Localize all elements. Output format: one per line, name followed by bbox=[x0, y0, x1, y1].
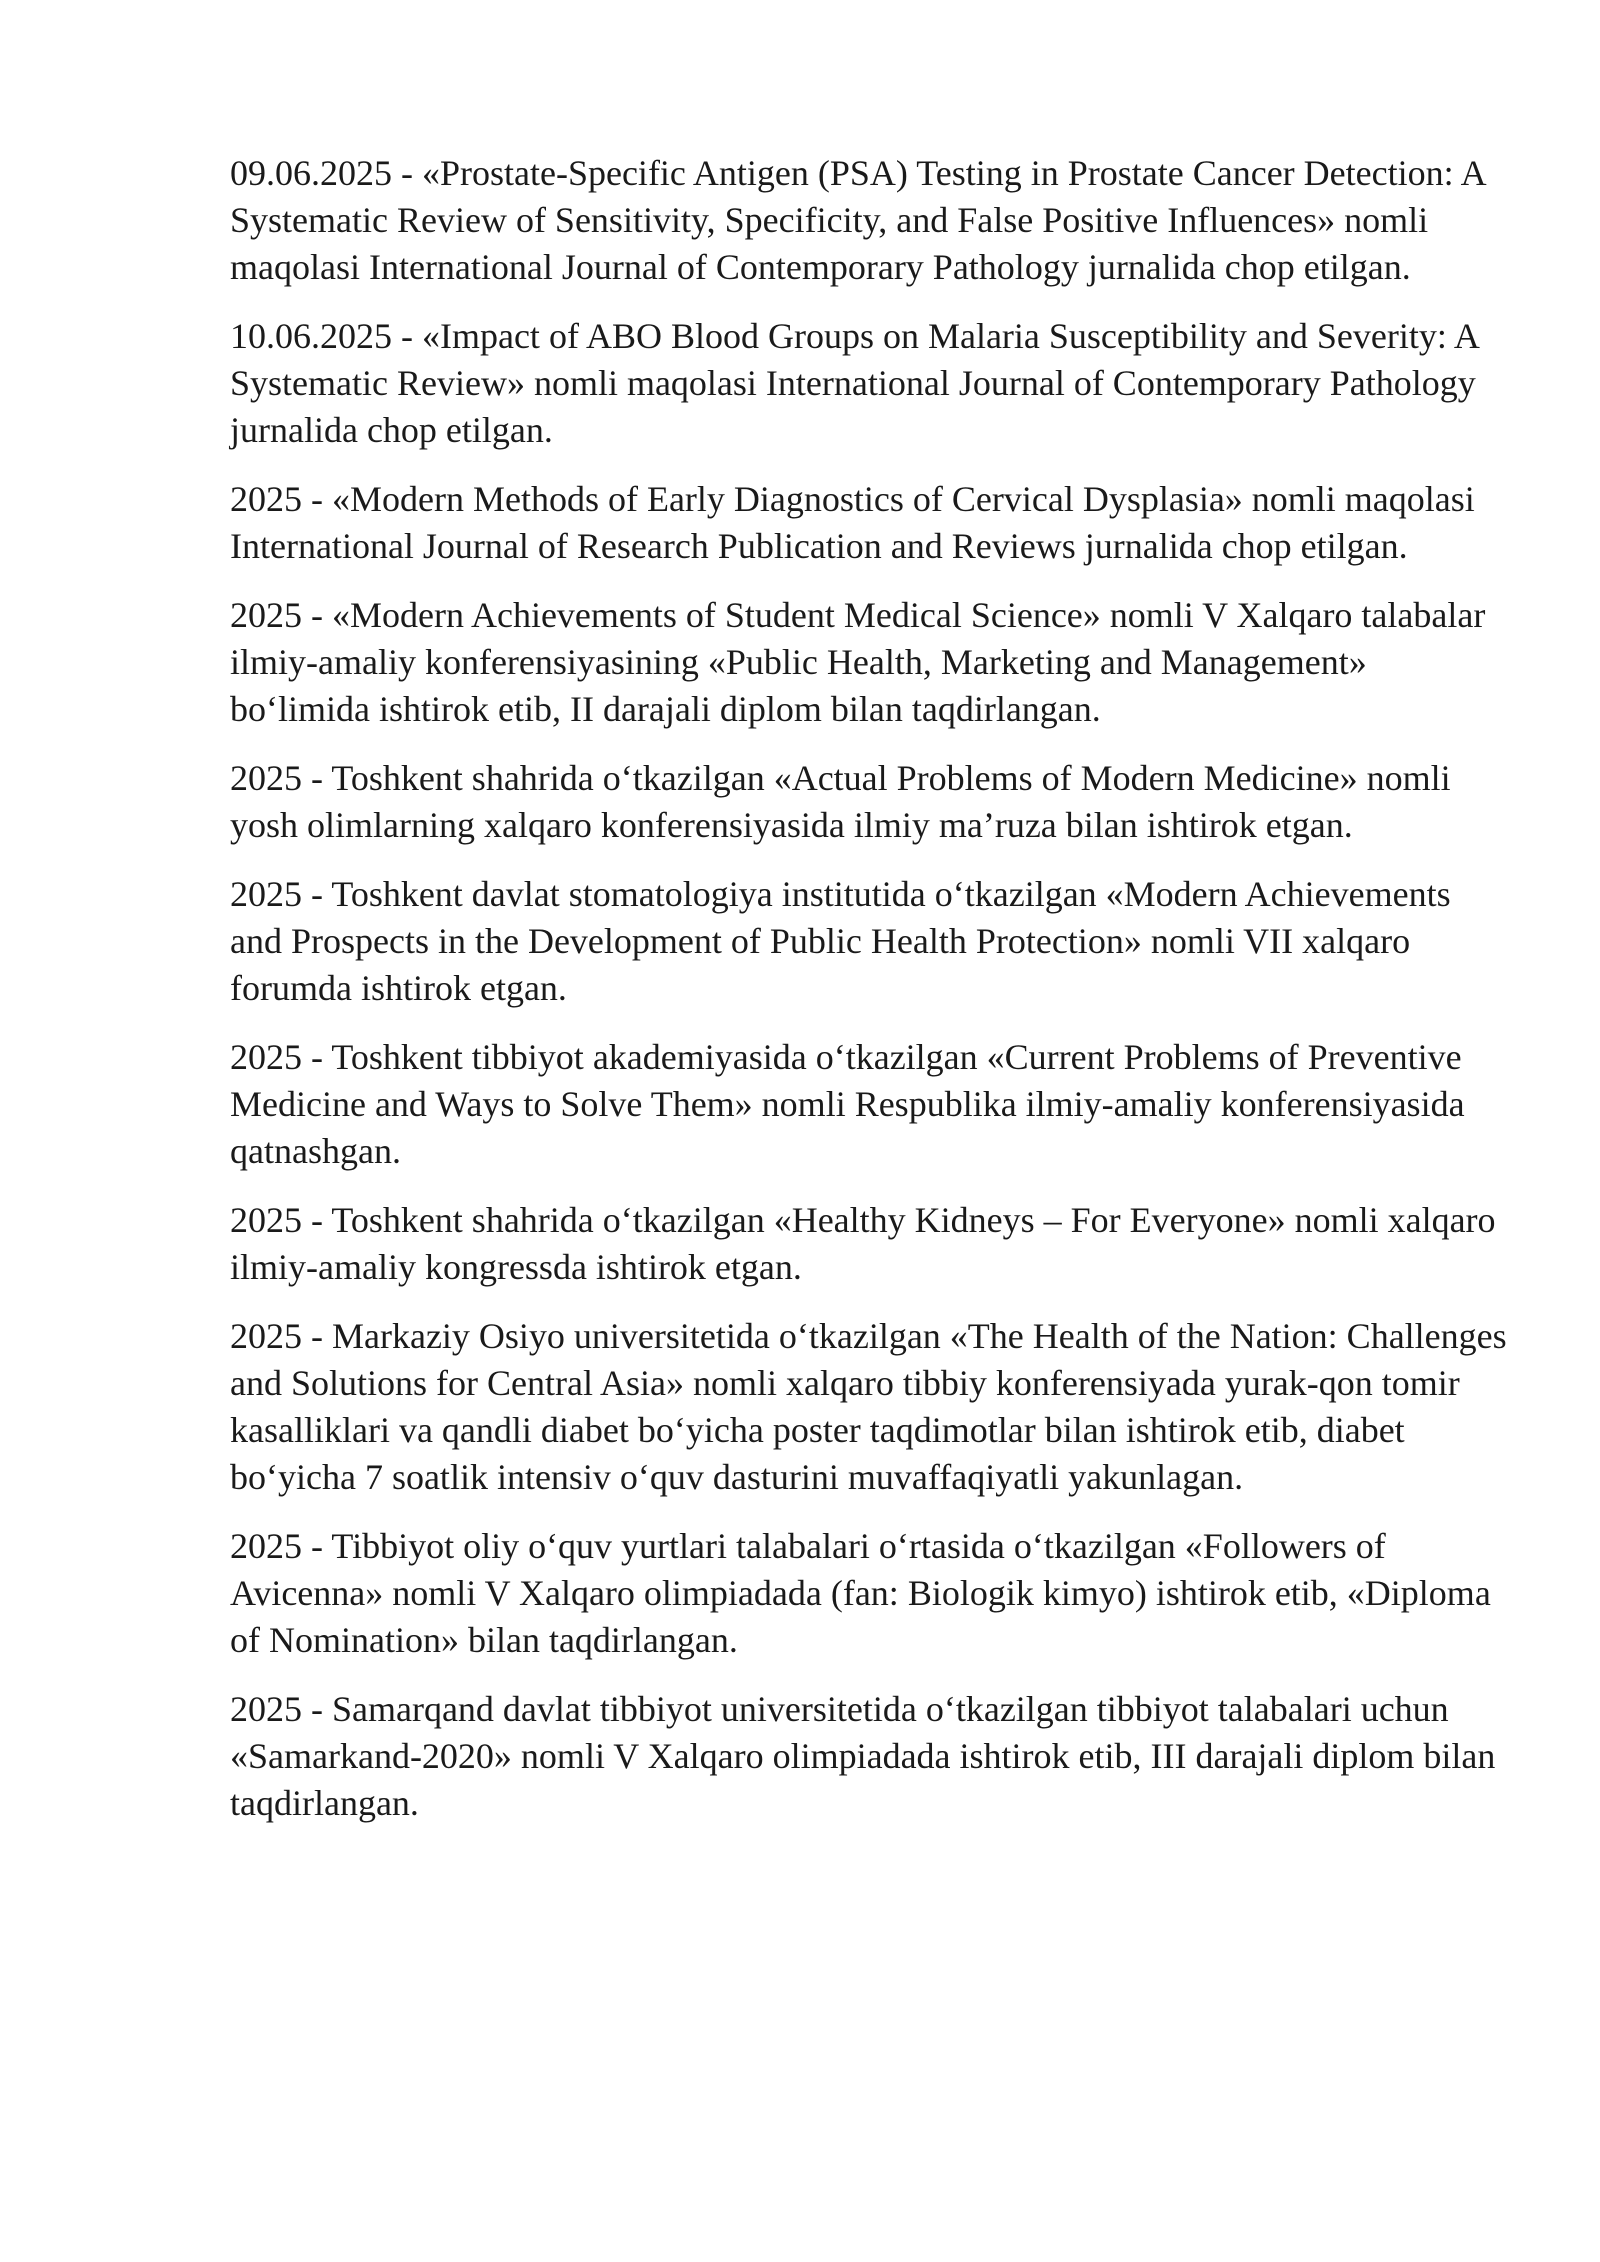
entry-health-of-nation-conference: 2025 - Markaziy Osiyo universitetida o‘tkazilgan «The Health of the Nation: Challenges and Solutions for Central Asia» nomli xalqaro tibbiy konferensiyada yurak-qon tomir kasalliklari va qandli diabet bo‘yicha poster taqdimotlar bilan ishtirok etib, diabet bo‘yicha 7 soatlik intensiv o‘quv dasturini muvaffaqiyatli yakunlagan. bbox=[230, 1316, 1507, 1497]
entry-cervical-article: 2025 - «Modern Methods of Early Diagnostics of Cervical Dysplasia» nomli maqolasi International Journal of Research Publication and Reviews jurnalida chop etilgan. bbox=[230, 479, 1475, 566]
entry-psa-article: 09.06.2025 - «Prostate-Specific Antigen (PSA) Testing in Prostate Cancer Detection: A Systematic Review of Sensitivity, Specificity, and False Positive Influences» nomli maqolasi International Journal of Contemporary Pathology jurnalida chop etilgan. bbox=[230, 153, 1485, 287]
achievements-list bbox=[230, 150, 1510, 1849]
entry-avicenna-olympiad: 2025 - Tibbiyot oliy o‘quv yurtlari talabalari o‘rtasida o‘tkazilgan «Followers of Avicenna» nomli V Xalqaro olimpiadada (fan: Biologik kimyo) ishtirok etib, «Diploma of Nomination» bilan taqdirlangan. bbox=[230, 1526, 1491, 1660]
entry-actual-problems-conference: 2025 - Toshkent shahrida o‘tkazilgan «Actual Problems of Modern Medicine» nomli yosh olimlarning xalqaro konferensiyasida ilmiy ma’ruza bilan ishtirok etgan. bbox=[230, 758, 1451, 845]
entry-samarkand-olympiad: 2025 - Samarqand davlat tibbiyot universitetida o‘tkazilgan tibbiyot talabalari uchun «Samarkand-2020» nomli V Xalqaro olimpiadada ishtirok etib, III darajali diplom bilan taqdirlangan. bbox=[230, 1689, 1496, 1823]
entry-abo-article: 10.06.2025 - «Impact of ABO Blood Groups on Malaria Susceptibility and Severity: A Systematic Review» nomli maqolasi International Journal of Contemporary Pathology jurnalida chop etilgan. bbox=[230, 316, 1478, 450]
entry-student-conference: 2025 - «Modern Achievements of Student Medical Science» nomli V Xalqaro talabalar ilmiy-amaliy konferensiyasining «Public Health, Marketing and Management» bo‘limida ishtirok etib, II darajali diplom bilan taqdirlangan. bbox=[230, 595, 1486, 729]
entry-public-health-forum: 2025 - Toshkent davlat stomatologiya institutida o‘tkazilgan «Modern Achievements and Prospects in the Development of Public Health Protection» nomli VII xalqaro forumda ishtirok etgan. bbox=[230, 874, 1451, 1008]
entry-preventive-medicine-conference: 2025 - Toshkent tibbiyot akademiyasida o‘tkazilgan «Current Problems of Preventive Medicine and Ways to Solve Them» nomli Respublika ilmiy-amaliy konferensiyasida qatnashgan. bbox=[230, 1037, 1465, 1171]
entry-healthy-kidneys-congress: 2025 - Toshkent shahrida o‘tkazilgan «Healthy Kidneys – For Everyone» nomli xalqaro ilmiy-amaliy kongressda ishtirok etgan. bbox=[230, 1200, 1496, 1287]
